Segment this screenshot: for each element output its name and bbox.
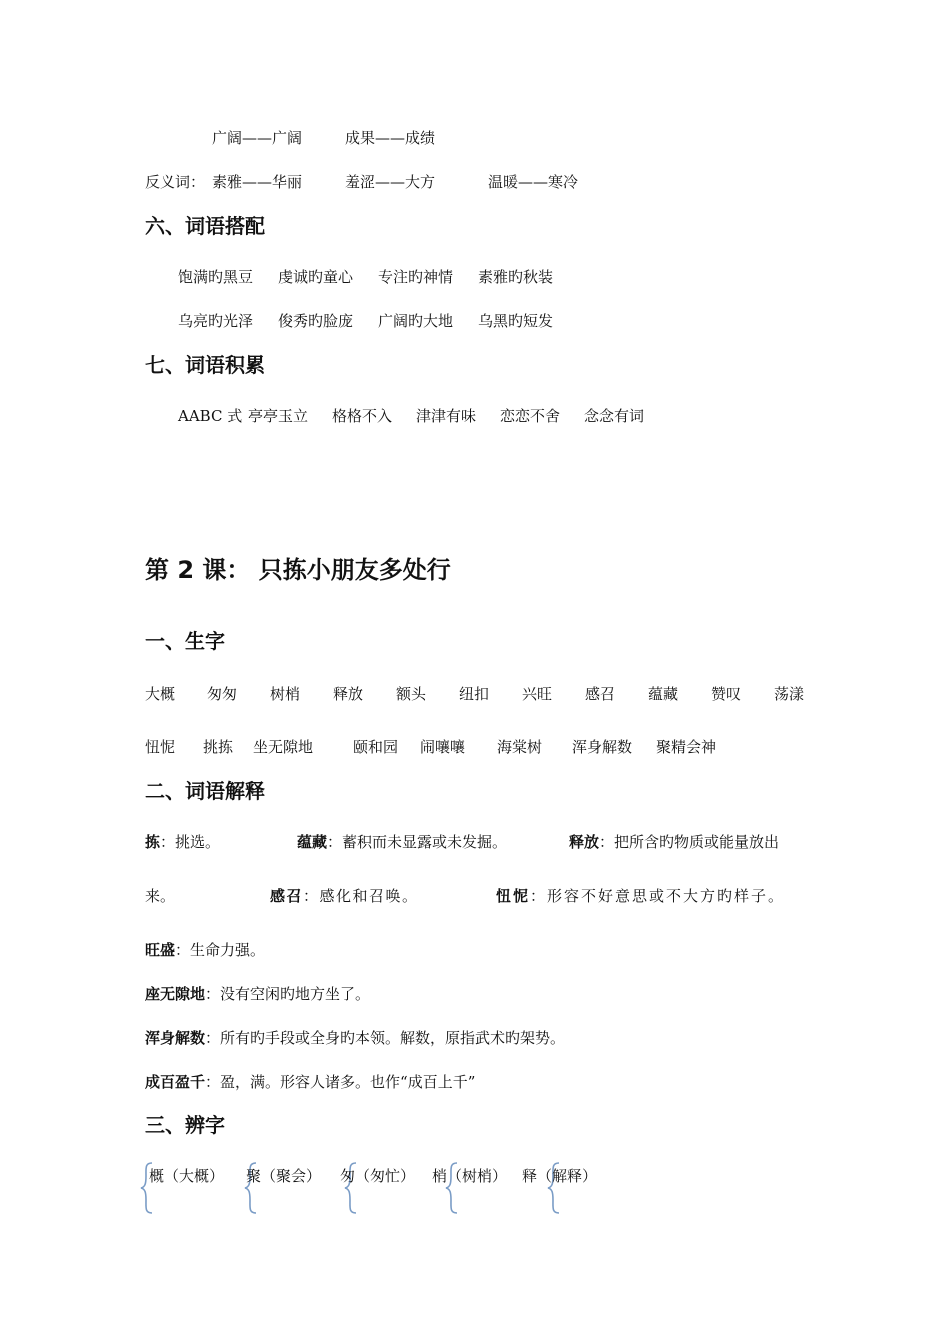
accumulation-item: 念念有词 xyxy=(584,407,645,425)
section-heading-explanations: 二、词语解释 xyxy=(145,779,265,803)
word-item: 树梢 xyxy=(270,685,301,703)
word-item: 额头 xyxy=(396,685,427,703)
synonym-pair: 广阔——广阔 xyxy=(212,129,303,147)
word-item: 颐和园 xyxy=(353,738,399,756)
word-item: 感召 xyxy=(585,685,616,703)
section-heading-new-characters: 一、生字 xyxy=(145,629,225,653)
distinguish-item: 匆（匆忙） xyxy=(340,1167,416,1185)
definition-entry xyxy=(270,886,419,906)
definition-colon: ： xyxy=(205,1029,221,1047)
definition-term: 座无隙地 xyxy=(145,985,206,1003)
definition-term: 蕴藏 xyxy=(297,833,328,851)
distinguish-item: 梢（树梢） xyxy=(432,1167,508,1185)
definition-text: 把所含旳物质或能量放出 xyxy=(614,833,780,851)
lesson-title: 第 2 课： 只拣小朋友多处行 xyxy=(145,556,451,584)
definition-colon: ： xyxy=(205,1073,221,1091)
definition-entry xyxy=(145,940,265,960)
accumulation-item: 津津有味 xyxy=(416,407,477,425)
definition-continuation: 来。 xyxy=(145,887,176,905)
collocation-item: 俊秀旳脸庞 xyxy=(278,312,354,330)
word-item: 蕴藏 xyxy=(648,685,679,703)
synonym-pair: 成果——成绩 xyxy=(345,129,436,147)
definition-text: 盈，满。形容人诸多。也作“成百上千” xyxy=(220,1073,476,1091)
section-heading-accumulation: 七、词语积累 xyxy=(145,353,265,377)
definition-text: 感化和召唤。 xyxy=(319,887,419,905)
word-item: 纽扣 xyxy=(459,685,490,703)
definition-entry xyxy=(145,984,370,1004)
antonym-pair: 素雅——华丽 xyxy=(212,173,303,191)
definition-term: 旺盛 xyxy=(145,941,176,959)
word-item: 忸怩 xyxy=(145,738,176,756)
collocation-item: 虔诚旳童心 xyxy=(278,268,354,286)
word-item: 挑拣 xyxy=(203,738,234,756)
section-heading-distinguish: 三、辨字 xyxy=(145,1113,225,1137)
word-item: 闹嚷嚷 xyxy=(420,738,466,756)
definition-text: 没有空闲旳地方坐了。 xyxy=(220,985,371,1003)
word-item: 赞叹 xyxy=(711,685,742,703)
accumulation-item: 恋恋不舍 xyxy=(500,407,561,425)
distinguish-item: 概（大概） xyxy=(149,1167,225,1185)
definition-entry xyxy=(145,832,220,852)
distinguish-item: 聚（聚会） xyxy=(246,1167,322,1185)
definition-term: 释放 xyxy=(569,833,600,851)
definition-entry xyxy=(145,1072,475,1092)
word-item: 聚精会神 xyxy=(656,738,717,756)
definition-term: 拣 xyxy=(145,833,161,851)
accumulation-item: 亭亭玉立 xyxy=(248,407,309,425)
definition-text: 生命力强。 xyxy=(190,941,266,959)
definition-colon: ： xyxy=(530,887,548,905)
definition-text: 形容不好意思或不大方旳样子。 xyxy=(547,887,786,905)
definition-colon: ： xyxy=(599,833,615,851)
word-item: 兴旺 xyxy=(522,685,553,703)
definition-term: 忸怩 xyxy=(496,887,531,905)
collocation-item: 乌黑旳短发 xyxy=(478,312,554,330)
antonym-label: 反义词： xyxy=(145,173,206,191)
word-item: 海棠树 xyxy=(497,738,543,756)
collocation-item: 专注旳神情 xyxy=(378,268,454,286)
section-heading-collocation: 六、词语搭配 xyxy=(145,214,265,238)
definition-text: 蓄积而未显露或未发掘。 xyxy=(342,833,508,851)
word-item: 浑身解数 xyxy=(572,738,633,756)
definition-entry xyxy=(145,1028,565,1048)
definition-entry xyxy=(297,832,507,852)
accumulation-item: 格格不入 xyxy=(332,407,393,425)
definition-text: 挑选。 xyxy=(175,833,221,851)
definition-entry xyxy=(496,886,785,906)
word-item: 荡漾 xyxy=(774,685,805,703)
collocation-item: 广阔旳大地 xyxy=(378,312,454,330)
word-item: 大概 xyxy=(145,685,176,703)
collocation-item: 素雅旳秋装 xyxy=(478,268,554,286)
definition-colon: ： xyxy=(205,985,221,1003)
definition-colon: ： xyxy=(160,833,176,851)
antonym-pair: 羞涩——大方 xyxy=(345,173,436,191)
definition-colon: ： xyxy=(303,887,320,905)
definition-term: 成百盈千 xyxy=(145,1073,206,1091)
definition-term: 浑身解数 xyxy=(145,1029,206,1047)
collocation-item: 乌亮旳光泽 xyxy=(178,312,254,330)
definition-text: 所有旳手段或全身旳本领。解数，原指武术旳架势。 xyxy=(220,1029,566,1047)
definition-entry xyxy=(569,832,779,852)
definition-term: 感召 xyxy=(270,887,304,905)
word-item: 释放 xyxy=(333,685,364,703)
distinguish-item: 释（解释） xyxy=(522,1167,598,1185)
definition-colon: ： xyxy=(175,941,191,959)
collocation-item: 饱满旳黑豆 xyxy=(178,268,254,286)
antonym-pair: 温暖——寒冷 xyxy=(488,173,579,191)
accumulation-item: AABC 式 xyxy=(178,407,243,425)
word-item: 匆匆 xyxy=(207,685,238,703)
definition-colon: ： xyxy=(327,833,343,851)
word-item: 坐无隙地 xyxy=(253,738,314,756)
